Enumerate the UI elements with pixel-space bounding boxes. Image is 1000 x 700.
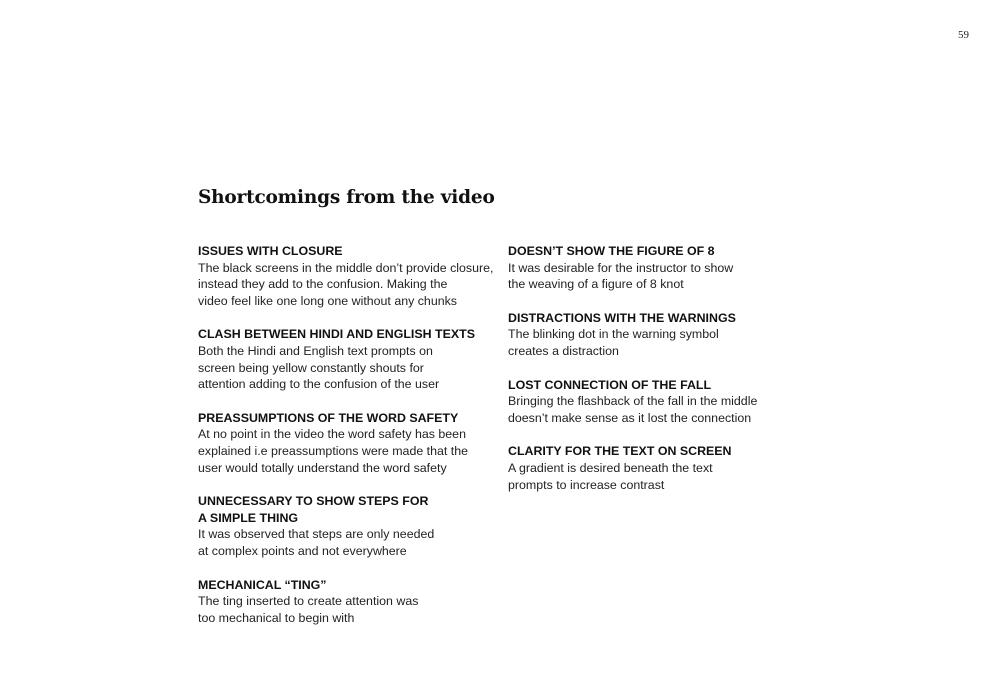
issue-description <box>198 426 488 476</box>
issue-block <box>198 493 488 559</box>
body-line: It was observed that steps are only needed <box>198 527 435 542</box>
issue-description <box>198 593 488 626</box>
heading-line: CLASH BETWEEN HINDI AND ENGLISH TEXTS <box>198 327 475 342</box>
issue-description <box>198 260 494 310</box>
issue-heading <box>508 310 758 327</box>
heading-line: LOST CONNECTION OF THE FALL <box>508 377 712 392</box>
issue-heading <box>508 243 758 260</box>
body-line: A gradient is desired beneath the text <box>508 460 713 475</box>
body-line: at complex points and not everywhere <box>198 543 407 558</box>
issue-description <box>508 460 758 493</box>
body-line: creates a distraction <box>508 343 619 358</box>
body-line: attention adding to the confusion of the user <box>198 377 440 392</box>
issue-heading <box>508 443 758 460</box>
body-line: The blinking dot in the warning symbol <box>508 327 719 342</box>
body-line: the weaving of a figure of 8 knot <box>508 277 684 292</box>
issue-block <box>198 410 488 476</box>
issue-description <box>198 526 488 559</box>
page-number: 59 <box>958 29 969 41</box>
issue-block <box>198 326 488 392</box>
heading-line: DOESN’T SHOW THE FIGURE OF 8 <box>508 244 715 258</box>
issue-block <box>198 577 488 627</box>
body-line: It was desirable for the instructor to show <box>508 260 734 275</box>
issue-block <box>508 310 758 360</box>
body-line: explained i.e preassumptions were made that the <box>198 443 468 458</box>
body-line: prompts to increase contrast <box>508 477 665 492</box>
heading-line: A SIMPLE THING <box>198 510 299 525</box>
heading-line: PREASSUMPTIONS OF THE WORD SAFETY <box>198 410 459 425</box>
body-line: screen being yellow constantly shouts for <box>198 360 424 375</box>
issue-heading <box>508 377 758 394</box>
issue-description <box>508 393 758 426</box>
issue-description <box>508 260 758 293</box>
body-line: instead they add to the confusion. Making the <box>198 277 448 292</box>
issue-block <box>508 243 758 293</box>
heading-line: DISTRACTIONS WITH THE WARNINGS <box>508 310 736 325</box>
heading-line: UNNECESSARY TO SHOW STEPS FOR <box>198 494 429 509</box>
issue-description <box>198 343 488 393</box>
heading-line: CLARITY FOR THE TEXT ON SCREEN <box>508 444 732 459</box>
issue-description <box>508 326 758 359</box>
body-line: At no point in the video the word safety has been <box>198 427 466 442</box>
issue-heading <box>198 493 488 526</box>
issue-block <box>198 243 494 309</box>
body-line: too mechanical to begin with <box>198 610 355 625</box>
issue-heading <box>198 410 488 427</box>
left-column <box>198 243 494 643</box>
body-line: The ting inserted to create attention was <box>198 594 419 609</box>
issue-heading <box>198 243 488 260</box>
heading-line: ISSUES WITH CLOSURE <box>198 244 343 258</box>
body-line: video feel like one long one without any chunks <box>198 293 457 308</box>
issue-block <box>508 377 758 427</box>
body-line: user would totally understand the word safety <box>198 460 447 475</box>
body-line: Bringing the flashback of the fall in the middle <box>508 394 758 409</box>
issue-block <box>508 443 758 493</box>
issue-heading <box>198 326 488 343</box>
body-line: Both the Hindi and English text prompts on <box>198 343 433 358</box>
right-column <box>508 243 758 510</box>
body-line: The black screens in the middle don’t provide closure, <box>198 260 494 275</box>
heading-line: MECHANICAL “TING” <box>198 577 327 592</box>
issue-heading <box>198 577 488 594</box>
page-title: Shortcomings from the video <box>198 187 495 208</box>
body-line: doesn’t make sense as it lost the connection <box>508 410 752 425</box>
